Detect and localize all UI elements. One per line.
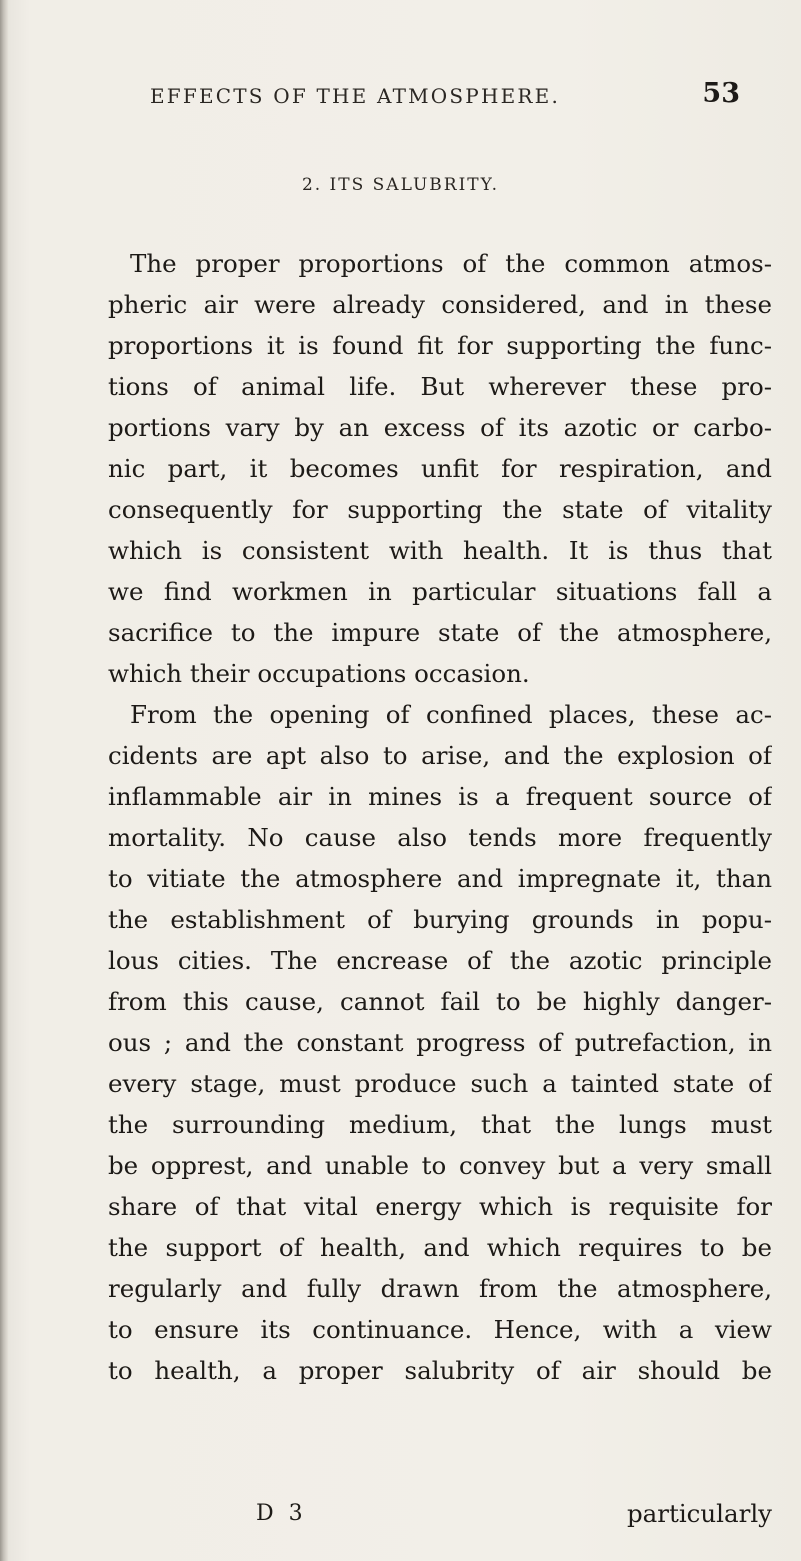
text-line: regularly and fully drawn from the atmosphere, [108, 1274, 772, 1303]
page-footer [108, 1493, 772, 1534]
text-line: from this cause, cannot fail to be highly danger- [108, 987, 772, 1016]
text-line: cidents are apt also to arise, and the explosion of [108, 741, 772, 770]
text-line: ous ; and the constant progress of putrefaction, in [108, 1028, 772, 1057]
page-number: 53 [702, 78, 740, 109]
running-title: EFFECTS OF THE ATMOSPHERE. [150, 84, 561, 108]
page-gutter-shadow [0, 0, 8, 1561]
text-line: tions of animal life. But wherever these pro- [108, 372, 772, 401]
text-line: the surrounding medium, that the lungs must [108, 1110, 772, 1139]
text-line: be opprest, and unable to convey but a very small [108, 1151, 772, 1180]
text-line: sacrifice to the impure state of the atmosphere, [108, 618, 772, 647]
section-heading: 2. ITS SALUBRITY. [301, 175, 500, 195]
catchword: particularly [626, 1499, 772, 1528]
text-line: the support of health, and which requires to be [108, 1233, 772, 1262]
text-line: consequently for supporting the state of vitality [108, 495, 772, 524]
text-line: nic part, it becomes unfit for respiration, and [108, 454, 772, 483]
text-line: which their occupations occasion. [108, 659, 530, 688]
text-line: mortality. No cause also tends more frequently [108, 823, 772, 852]
text-line: share of that vital energy which is requisite for [108, 1192, 772, 1221]
text-line: we find workmen in particular situations fall a [108, 577, 772, 606]
text-line: inflammable air in mines is a frequent source of [108, 782, 772, 811]
text-line: The proper proportions of the common atmos- [130, 249, 772, 278]
text-line: the establishment of burying grounds in popu- [108, 905, 772, 934]
text-line: every stage, must produce such a tainted state of [108, 1069, 772, 1098]
text-line: to ensure its continuance. Hence, with a view [108, 1315, 772, 1344]
text-line: to vitiate the atmosphere and impregnate it, than [108, 864, 772, 893]
body-text [108, 243, 772, 1391]
text-line: proportions it is found fit for supporting the func- [108, 331, 772, 360]
text-line: lous cities. The encrease of the azotic principle [108, 946, 772, 975]
running-head [150, 78, 740, 118]
text-line: From the opening of confined places, these ac- [130, 700, 772, 729]
text-line: portions vary by an excess of its azotic or carbo- [108, 413, 772, 442]
text-line: pheric air were already considered, and in these [108, 290, 772, 319]
text-line: to health, a proper salubrity of air should be [108, 1356, 772, 1385]
signature-mark: D 3 [256, 1501, 307, 1526]
text-line: which is consistent with health. It is thus that [108, 536, 772, 565]
